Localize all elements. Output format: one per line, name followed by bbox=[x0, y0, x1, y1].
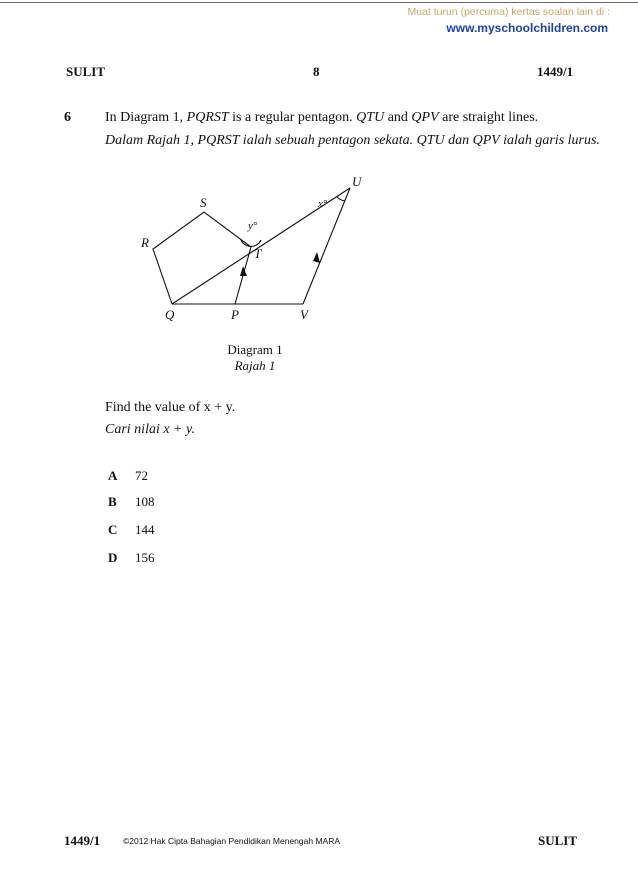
diagram-caption-ms: Rajah 1 bbox=[234, 358, 276, 373]
label-x: x° bbox=[318, 198, 328, 210]
option-c-letter[interactable]: C bbox=[108, 522, 118, 537]
header-sulit: SULIT bbox=[66, 64, 106, 79]
pentagon-edge bbox=[153, 212, 251, 304]
footer-code: 1449/1 bbox=[64, 833, 101, 848]
parallel-arrow-vu bbox=[313, 252, 320, 263]
footer-sulit: SULIT bbox=[538, 833, 578, 848]
option-b-value[interactable]: 108 bbox=[135, 494, 155, 509]
option-b-letter[interactable]: B bbox=[108, 494, 117, 509]
option-d-letter[interactable]: D bbox=[108, 550, 118, 565]
label-v: V bbox=[300, 307, 308, 322]
find-text-en: Find the value of x + y. bbox=[105, 400, 236, 415]
label-u: U bbox=[352, 174, 362, 189]
option-a-value[interactable]: 72 bbox=[135, 468, 148, 483]
question-text-en: In Diagram 1, PQRST is a regular pentagon. QTU and QPV are straight lines. bbox=[105, 110, 539, 125]
paper-code: 1449/1 bbox=[537, 64, 574, 79]
label-p: P bbox=[231, 307, 239, 322]
question-text-ms: Dalam Rajah 1, PQRST ialah sebuah pentagon sekata. QTU dan QPV ialah garis lurus. bbox=[105, 133, 600, 148]
diagram-caption-en: Diagram 1 bbox=[227, 342, 283, 357]
option-a-letter[interactable]: A bbox=[108, 468, 118, 483]
label-r: R bbox=[141, 235, 149, 250]
footer-copyright: ©2012 Hak Cipta Bahagian Pendidikan Menengah MARA bbox=[123, 836, 341, 846]
label-q: Q bbox=[165, 307, 175, 322]
page-number: 8 bbox=[313, 64, 320, 79]
label-y: y° bbox=[248, 220, 258, 232]
angle-arc-x bbox=[337, 197, 345, 201]
find-text-ms: Cari nilai x + y. bbox=[105, 422, 195, 437]
question-number: 6 bbox=[64, 110, 71, 125]
watermark-link[interactable]: www.myschoolchildren.com bbox=[446, 21, 608, 35]
label-s: S bbox=[200, 195, 207, 210]
option-d-value[interactable]: 156 bbox=[135, 550, 155, 565]
parallel-arrow-pt bbox=[240, 266, 247, 276]
watermark-text: Muat turun (percuma) kertas soalan lain di : bbox=[407, 6, 610, 18]
option-c-value[interactable]: 144 bbox=[135, 522, 155, 537]
label-t: T bbox=[254, 246, 262, 261]
